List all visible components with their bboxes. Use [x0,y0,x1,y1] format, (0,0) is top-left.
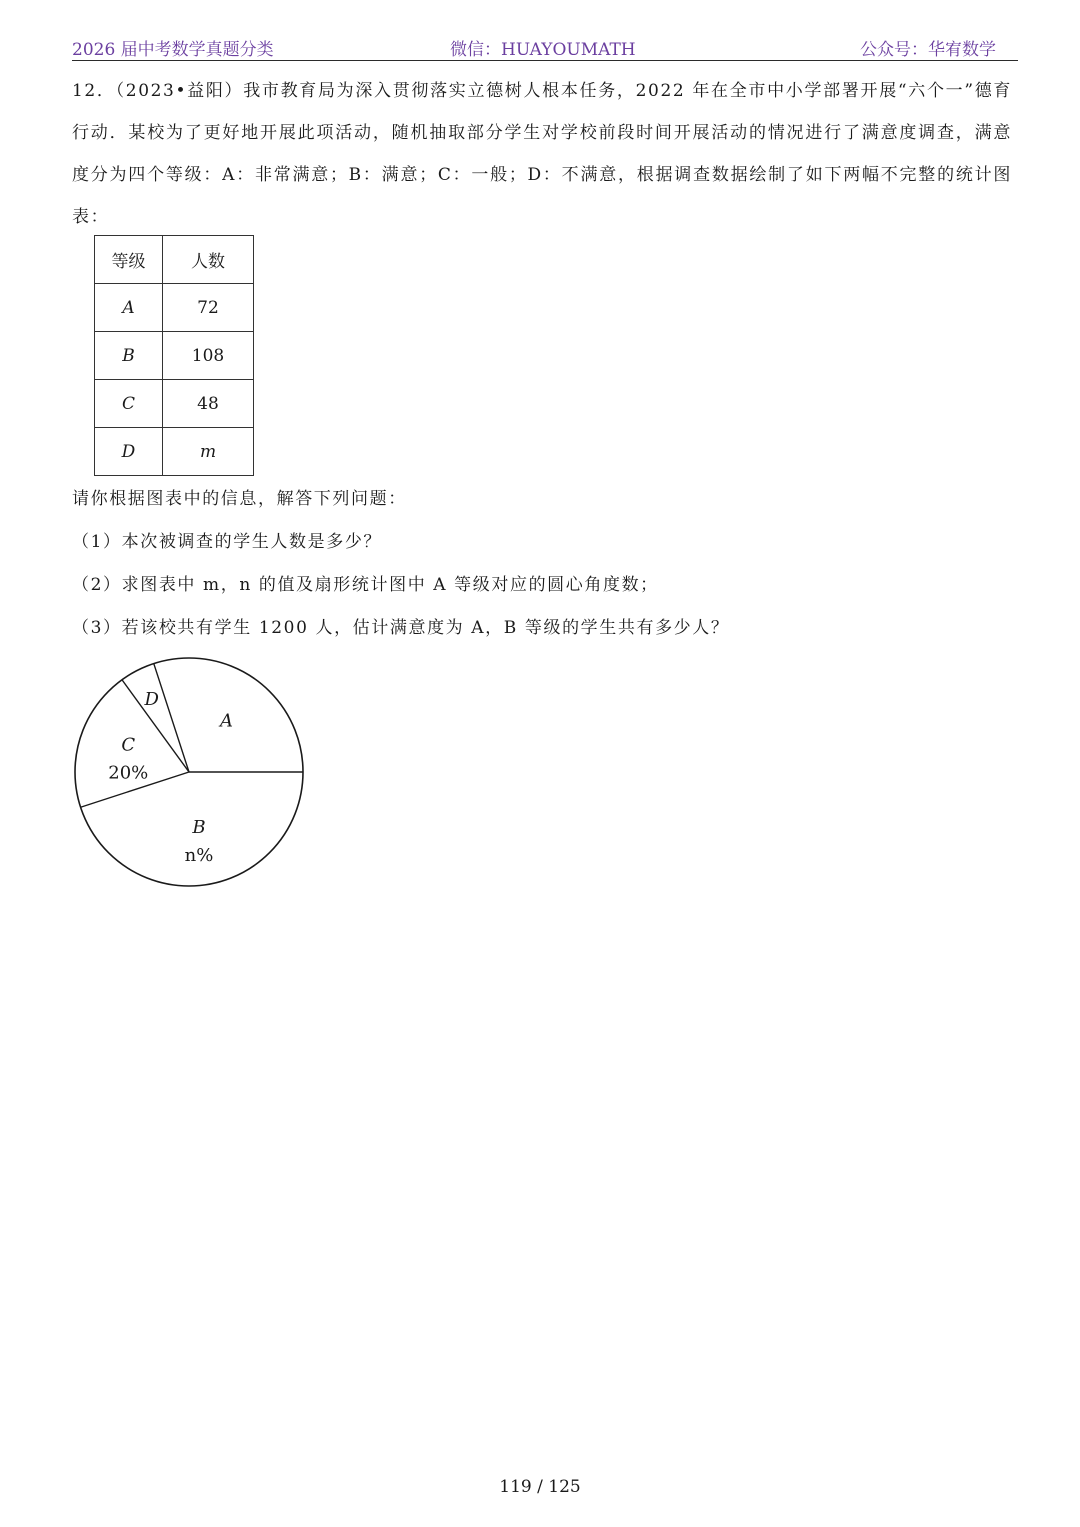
table-row [95,380,254,428]
table-cell-count: 108 [163,332,254,380]
pie-slice-label-a: A [220,710,234,732]
grade-count-table [94,235,254,476]
header-wechat: 微信：HUAYOUMATH [450,40,636,60]
table-cell-count: m [163,428,254,476]
table-cell-count: 48 [163,380,254,428]
table-header-grade: 等级 [95,236,163,284]
question-2: （2）求图表中 m，n 的值及扇形统计图中 A 等级对应的圆心角度数； [72,575,659,595]
table-cell-grade: C [95,380,163,428]
page-number: 119 / 125 [499,1477,581,1497]
page-header [72,30,1018,61]
table-cell-grade: A [95,284,163,332]
question-3: （3）若该校共有学生 1200 人，估计满意度为 A，B 等级的学生共有多少人？ [72,618,730,638]
table-cell-grade: B [95,332,163,380]
question-1: （1）本次被调查的学生人数是多少？ [72,532,383,552]
pie-slice-label-d: D [144,688,159,710]
table-row [95,332,254,380]
question-list [72,478,729,650]
problem-text: 12．（2023•益阳）我市教育局为深入贯彻落实立德树人根本任务，2022 年在全市中小学部署开展“六个一”德育行动．某校为了更好地开展此项活动，随机抽取部分学生对学校前段时间开展活动的情况进行了满意度调查，满意度分为四个等级：A：非常满意；B：满意；C：一般；D：不满意，根据调查数据绘制了如下两幅不完整的统计图表： [72,81,1012,227]
pie-slice-boundary-d [154,664,189,772]
table-header-count: 人数 [163,236,254,284]
pie-slice-value-b: n% [184,845,214,867]
instructions-intro: 请你根据图表中的信息，解答下列问题： [72,489,407,509]
header-official-account: 公众号：华宥数学 [860,40,996,60]
pie-slice-value-c: 20% [108,762,149,784]
header-series-title: 2026 届中考数学真题分类 [72,40,274,60]
table-row [95,428,254,476]
satisfaction-pie-chart [60,645,320,895]
table-header-row [95,236,254,284]
pie-slice-label-c: C [121,734,136,756]
pie-slice-label-b: B [192,817,206,839]
table-row [95,284,254,332]
table-cell-count: 72 [163,284,254,332]
table-cell-grade: D [95,428,163,476]
problem-statement [72,70,1012,238]
